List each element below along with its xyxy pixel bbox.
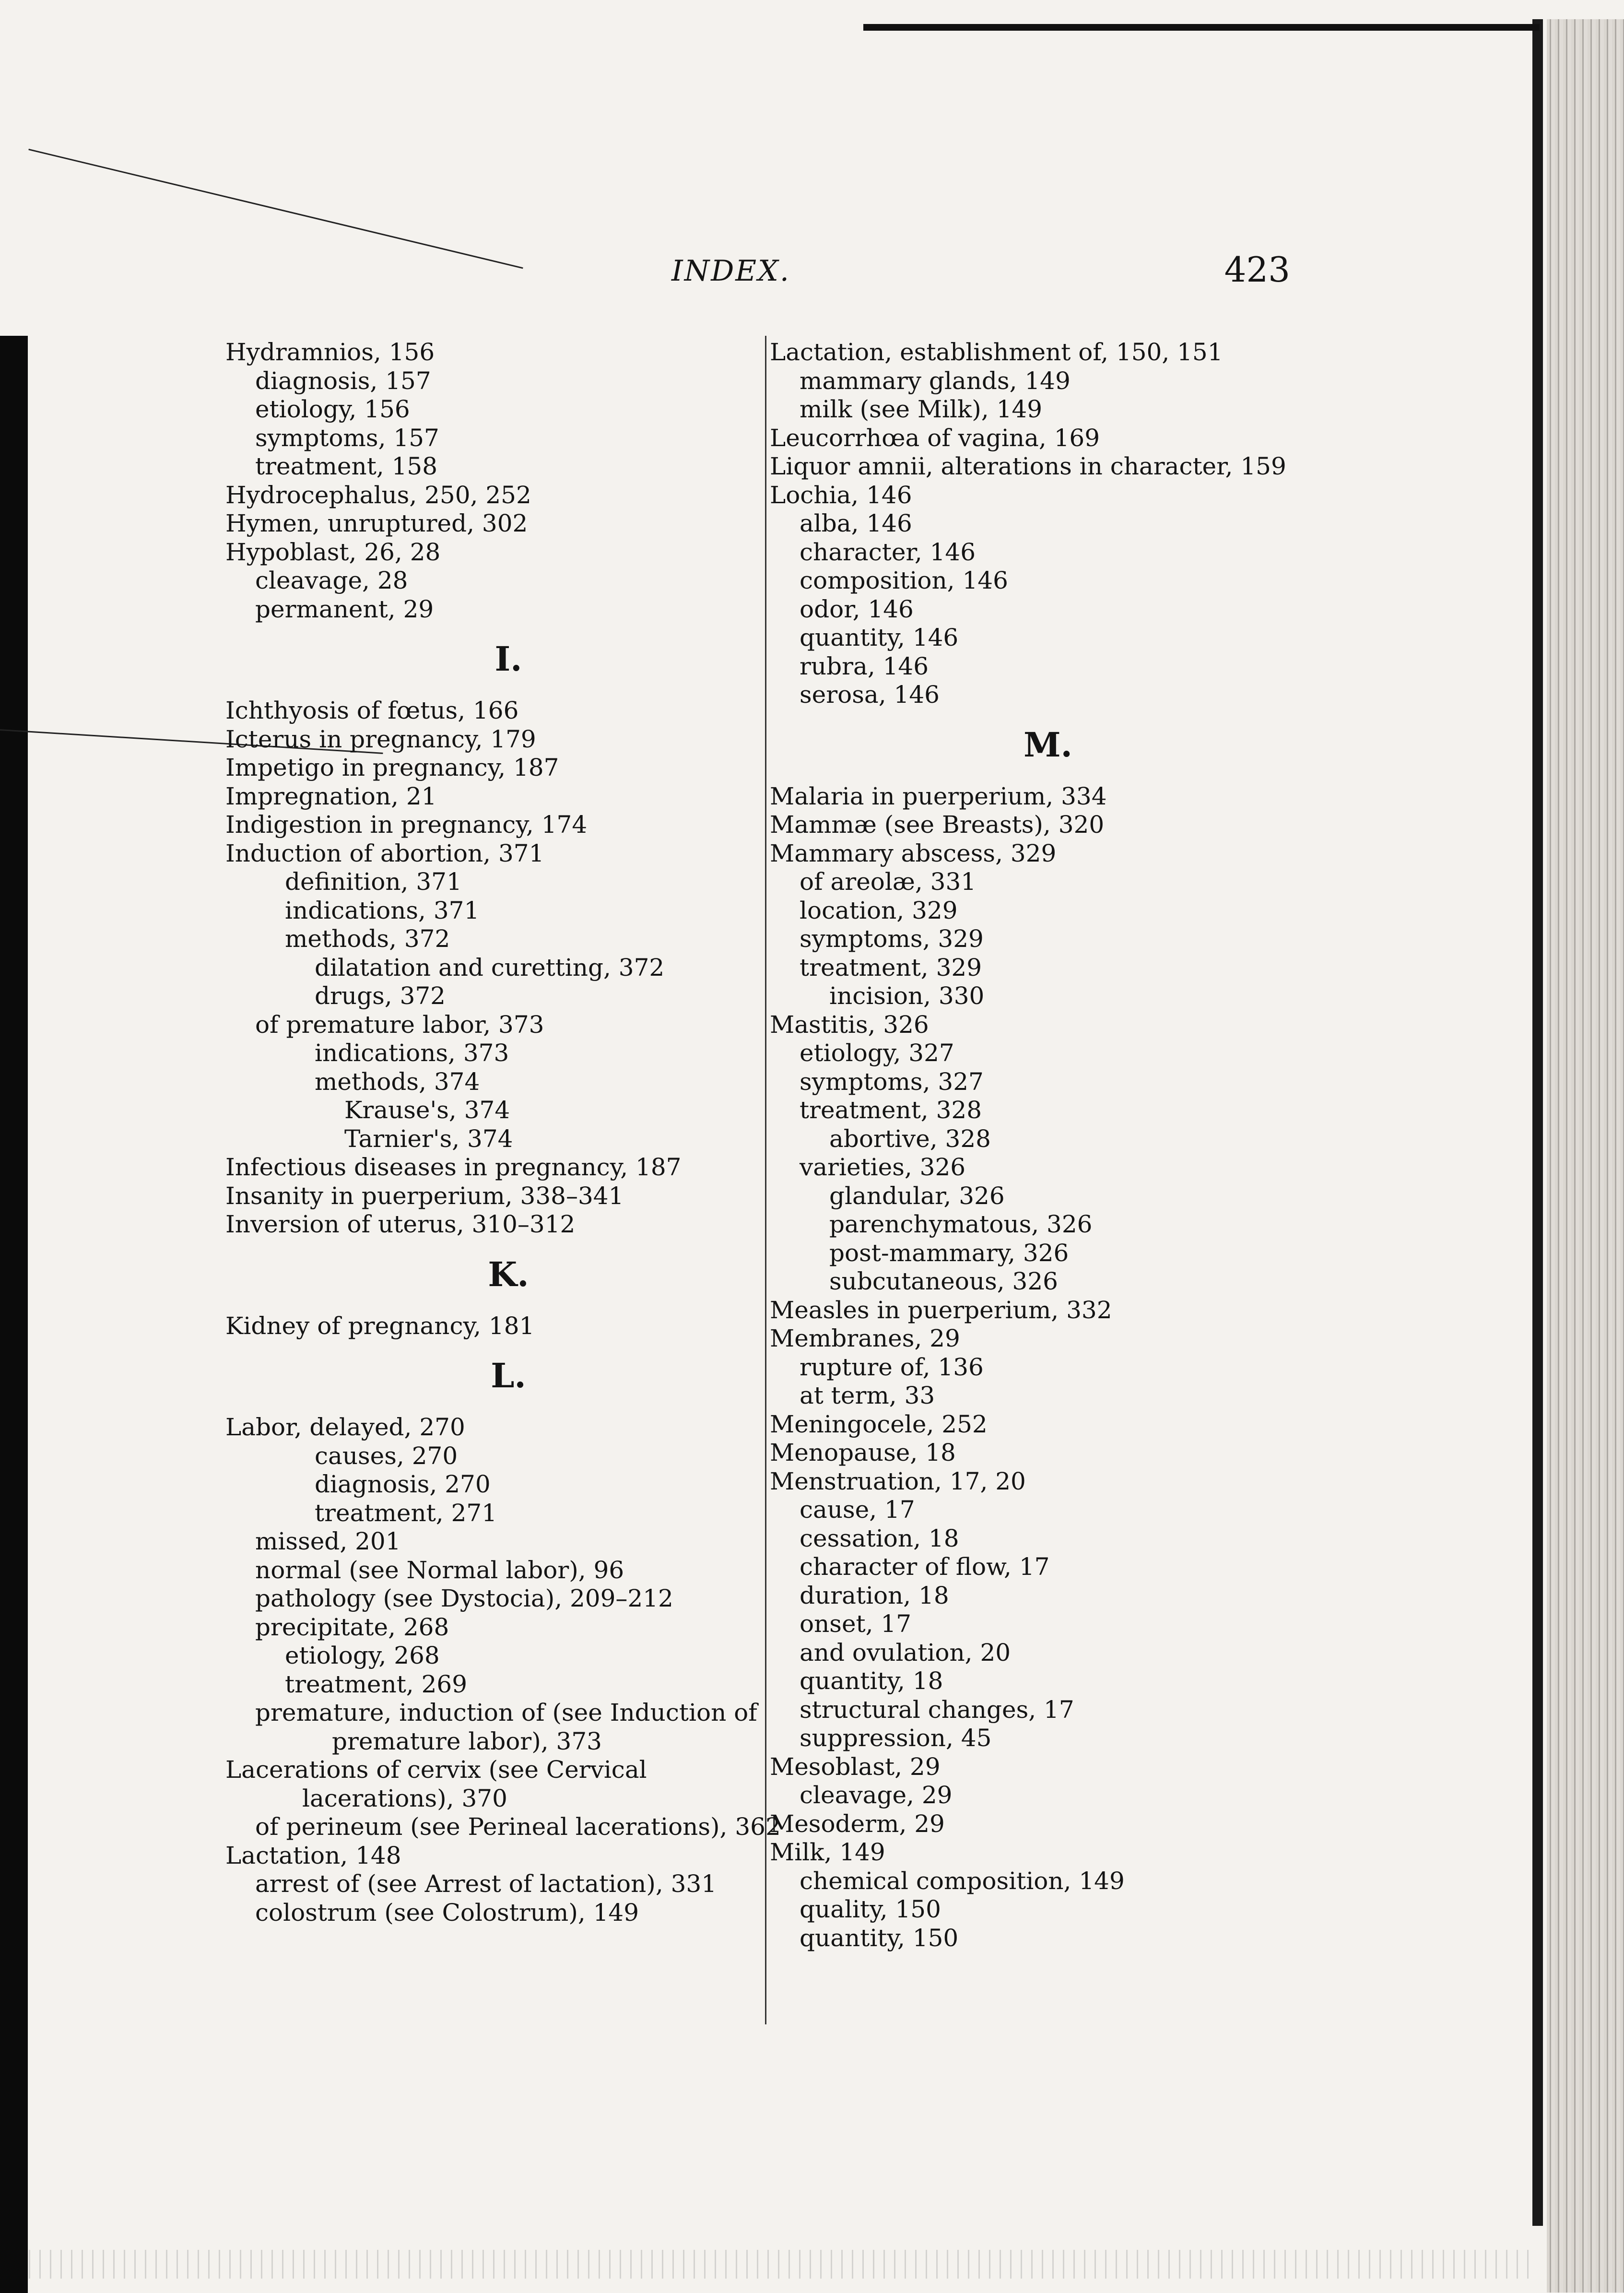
index-subentry: treatment, 329 [800,953,982,981]
scan-top-rule [863,24,1540,31]
index-subentry: incision, 330 [829,982,985,1010]
index-entry: Lactation, 148 [225,1841,401,1869]
index-subentry: etiology, 268 [285,1642,440,1669]
section-letter: I. [494,639,522,679]
index-entry: Liquor amnii, alterations in character, 159 [770,452,1286,480]
index-subentry: treatment, 269 [285,1670,468,1698]
index-subentry: quality, 150 [800,1895,941,1923]
index-entry: Menopause, 18 [770,1439,956,1466]
index-subentry: symptoms, 329 [800,925,984,953]
index-subentry: of areolæ, 331 [800,868,977,896]
index-subentry: suppression, 45 [800,1724,992,1752]
index-subentry: character, 146 [800,538,976,566]
index-subentry: character of flow, 17 [800,1553,1050,1581]
index-entry: Induction of abortion, 371 [225,839,544,867]
index-subentry: onset, 17 [800,1610,912,1638]
index-subentry: drugs, 372 [315,982,446,1010]
index-subentry: diagnosis, 270 [315,1470,491,1498]
index-subentry: duration, 18 [800,1581,949,1609]
running-header [671,249,1295,297]
index-subentry: alba, 146 [800,509,912,537]
index-entry: Meningocele, 252 [770,1410,988,1438]
index-entry: Lacerations of cervix (see Cervical lacerations), 370 [225,1756,647,1812]
index-subentry: etiology, 327 [800,1039,954,1067]
index-entry: Hydramnios, 156 [225,338,435,366]
index-subentry: permanent, 29 [255,595,434,623]
index-subentry: post-mammary, 326 [829,1239,1069,1267]
index-entry: Malaria in puerperium, 334 [770,782,1107,810]
index-entry: Mesoblast, 29 [770,1752,941,1781]
index-subentry: arrest of (see Arrest of lactation), 331 [255,1870,717,1898]
index-subentry: and ovulation, 20 [800,1638,1011,1667]
index-subentry: parenchymatous, 326 [829,1210,1093,1238]
index-subentry: methods, 374 [315,1067,480,1096]
index-entry: Inversion of uterus, 310–312 [225,1210,576,1238]
index-subentry: milk (see Milk), 149 [800,395,1043,423]
index-subentry: cleavage, 29 [800,1781,953,1809]
index-column-right [770,338,1326,1952]
index-subentry: at term, 33 [800,1382,935,1409]
index-subentry: etiology, 156 [255,395,410,423]
index-entry: Icterus in pregnancy, 179 [225,725,536,753]
index-subentry: causes, 270 [315,1442,458,1470]
index-subentry: definition, 371 [285,868,462,896]
index-entry: Mammæ (see Breasts), 320 [770,811,1105,839]
index-entry: Mesoderm, 29 [770,1809,945,1838]
scan-page-edge [1532,19,1543,2226]
index-subentry: mammary glands, 149 [800,366,1071,395]
index-entry: Ichthyosis of fœtus, 166 [225,697,519,724]
index-entry: Impregnation, 21 [225,782,437,810]
index-entry: Leucorrhœa of vagina, 169 [770,424,1100,452]
index-subentry: dilatation and curetting, 372 [315,953,665,981]
page-number: 423 [1224,249,1290,290]
index-subentry: symptoms, 157 [255,424,439,452]
index-subentry: quantity, 146 [800,624,959,651]
index-subentry: quantity, 18 [800,1667,943,1695]
index-subentry: varieties, 326 [800,1153,966,1181]
index-entry: Hymen, unruptured, 302 [225,509,528,537]
index-subentry: cause, 17 [800,1496,915,1524]
index-entry: Mastitis, 326 [770,1010,929,1039]
scan-bottom-noise [29,2250,1530,2279]
index-entry: Infectious diseases in pregnancy, 187 [225,1153,682,1181]
index-entry: Labor, delayed, 270 [225,1413,465,1441]
scan-binding-shadow [0,336,28,2293]
index-subentry: of perineum (see Perineal lacerations), 362 [255,1813,781,1841]
index-subentry: indications, 373 [315,1039,509,1067]
index-subentry: methods, 372 [285,925,450,953]
index-subentry: location, 329 [800,896,958,924]
index-subentry: chemical composition, 149 [800,1867,1125,1895]
index-entry: Hydrocephalus, 250, 252 [225,481,531,509]
index-entry: Lochia, 146 [770,481,912,509]
section-letter: M. [1024,724,1072,765]
index-entry: Menstruation, 17, 20 [770,1467,1026,1495]
index-entry: Impetigo in pregnancy, 187 [225,754,559,781]
index-subentry: odor, 146 [800,595,914,623]
index-subentry: rupture of, 136 [800,1353,984,1381]
index-entry: Indigestion in pregnancy, 174 [225,811,588,839]
index-subentry: composition, 146 [800,567,1008,594]
section-letter: K. [488,1254,529,1294]
section-letter: L. [491,1356,526,1395]
index-subentry: abortive, 328 [829,1124,991,1153]
index-subentry: subcutaneous, 326 [829,1267,1058,1295]
scan-book-edge [1547,19,1624,2293]
index-subentry: symptoms, 327 [800,1067,984,1096]
scan-stray-line [28,149,523,269]
index-entry: Milk, 149 [770,1838,885,1866]
index-entry: Mammary abscess, 329 [770,839,1057,867]
index-entry: Kidney of pregnancy, 181 [225,1312,535,1340]
index-subentry: serosa, 146 [800,681,940,709]
index-entry: Membranes, 29 [770,1324,960,1352]
index-subentry: cleavage, 28 [255,567,408,594]
index-subentry: Tarnier's, 374 [344,1124,513,1153]
index-subentry: precipitate, 268 [255,1613,449,1641]
index-subentry: Krause's, 374 [344,1096,510,1124]
index-subentry: diagnosis, 157 [255,366,431,395]
index-column-left [225,338,791,1927]
header-title: INDEX. [671,254,790,288]
index-subentry: colostrum (see Colostrum), 149 [255,1898,639,1927]
index-subentry: premature, induction of (see Induction of premature labor), 373 [255,1699,757,1755]
index-subentry: rubra, 146 [800,652,929,680]
index-subentry: treatment, 271 [315,1499,497,1527]
index-subentry: missed, 201 [255,1527,401,1555]
index-entry: Measles in puerperium, 332 [770,1296,1112,1324]
index-subentry: treatment, 328 [800,1096,982,1124]
index-entry: Hypoblast, 26, 28 [225,538,441,566]
index-subentry: indications, 371 [285,896,480,924]
index-subentry: normal (see Normal labor), 96 [255,1556,624,1584]
index-subentry: of premature labor, 373 [255,1010,544,1039]
index-subentry: quantity, 150 [800,1924,959,1952]
index-entry: Lactation, establishment of, 150, 151 [770,338,1223,366]
index-entry: Insanity in puerperium, 338–341 [225,1182,624,1210]
index-subentry: cessation, 18 [800,1524,959,1552]
index-subentry: glandular, 326 [829,1182,1005,1210]
index-subentry: structural changes, 17 [800,1695,1074,1724]
index-subentry: treatment, 158 [255,452,438,480]
index-subentry: pathology (see Dystocia), 209–212 [255,1584,673,1612]
